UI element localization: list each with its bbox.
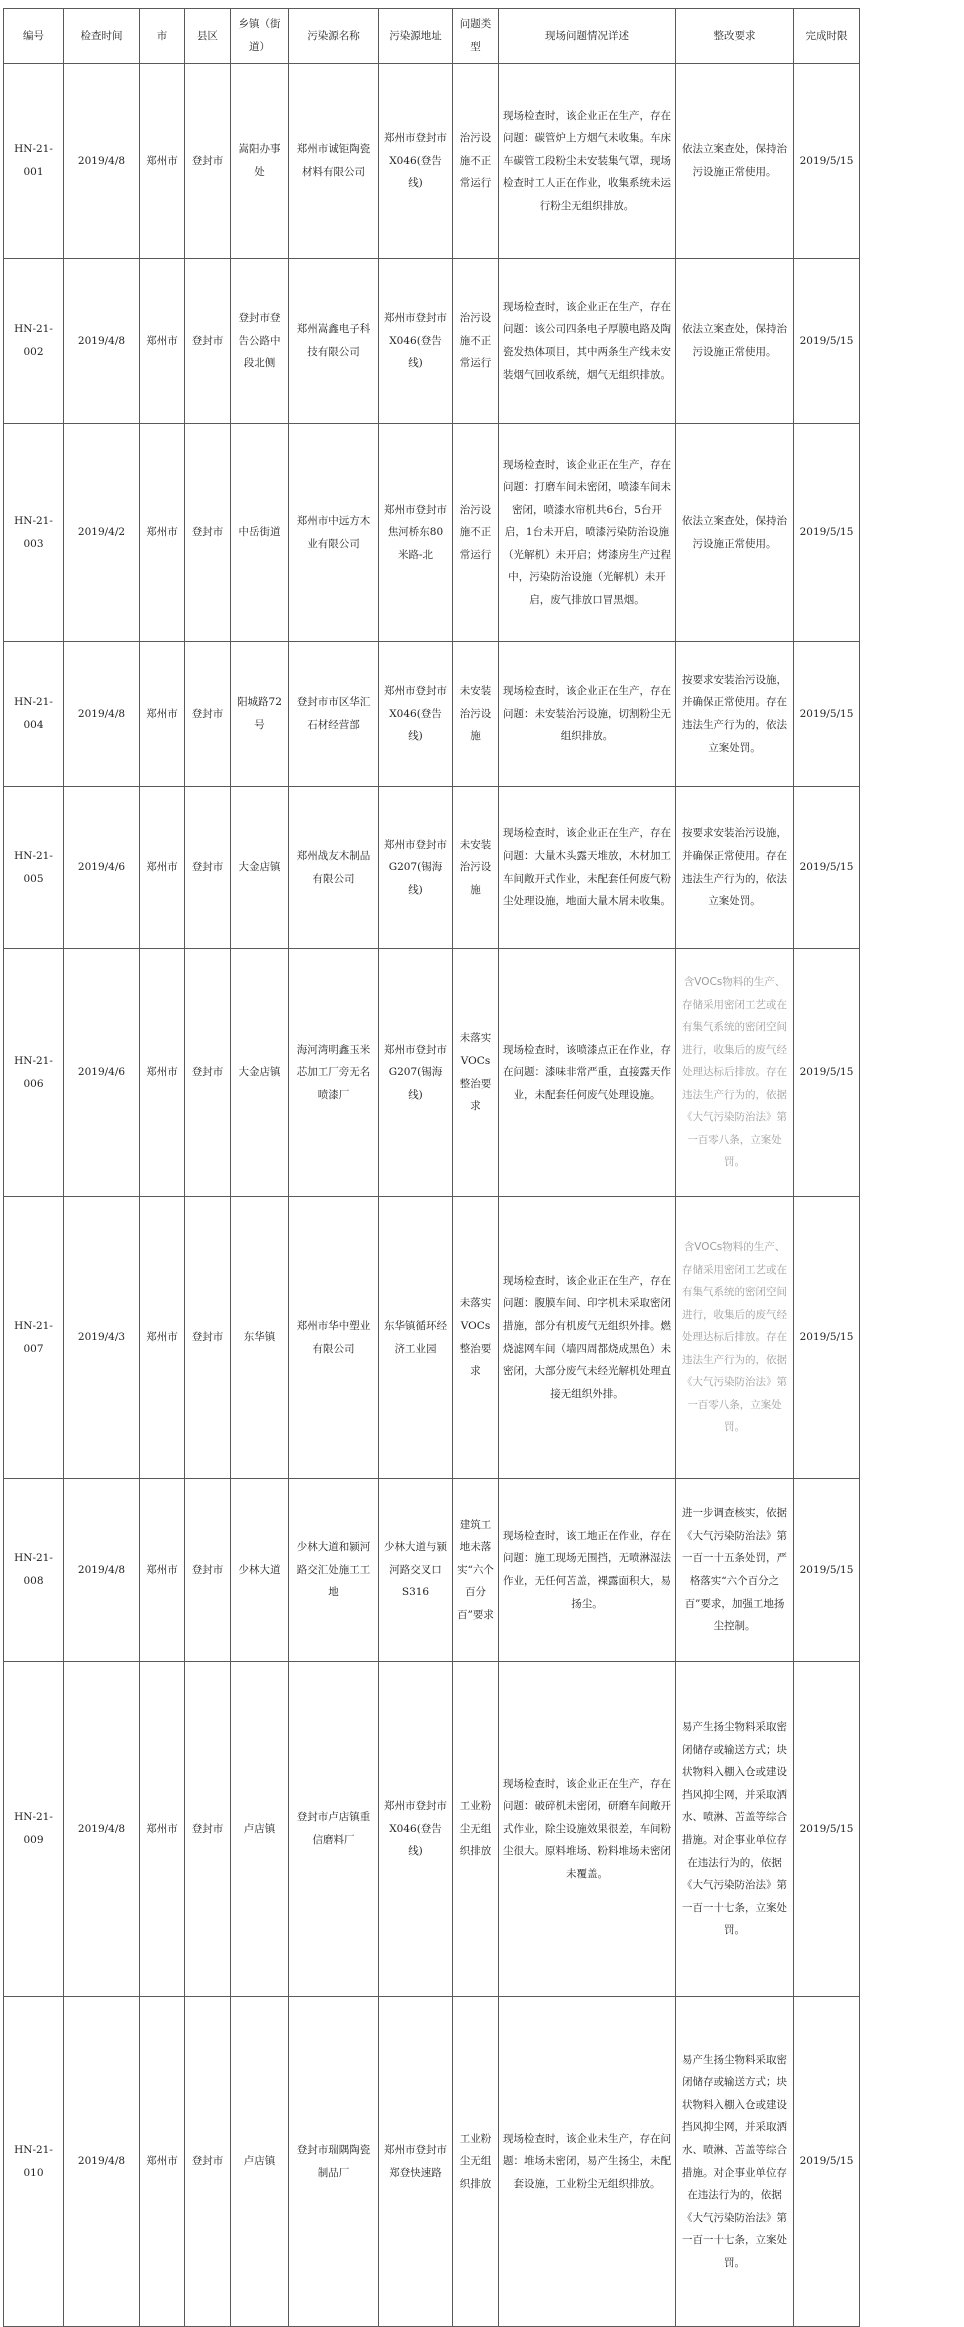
cell-source-address: 郑州市登封市G207(锡海线)	[379, 787, 453, 949]
cell-inspection-date: 2019/4/8	[64, 1662, 140, 1997]
cell-deadline: 2019/5/15	[794, 424, 860, 642]
cell-inspection-date: 2019/4/8	[64, 64, 140, 259]
cell-source-address: 郑州市登封市X046(登告线)	[379, 259, 453, 424]
cell-deadline: 2019/5/15	[794, 1997, 860, 2327]
cell-source-name: 登封市瑞隅陶瓷制品厂	[289, 1997, 379, 2327]
cell-county: 登封市	[185, 1479, 231, 1662]
cell-county: 登封市	[185, 787, 231, 949]
cell-city: 郑州市	[140, 424, 185, 642]
cell-source-address: 东华镇循环经济工业园	[379, 1197, 453, 1479]
cell-problem-type: 治污设施不正常运行	[453, 64, 499, 259]
table-row	[4, 1197, 860, 1479]
cell-city: 郑州市	[140, 1997, 185, 2327]
cell-source-name: 郑州战友木制品有限公司	[289, 787, 379, 949]
cell-source-name: 郑州市中远方木业有限公司	[289, 424, 379, 642]
cell-township: 卢店镇	[231, 1662, 289, 1997]
cell-rectification-requirement: 按要求安装治污设施，并确保正常使用。存在违法生产行为的，依法立案处罚。	[676, 642, 794, 787]
cell-township: 中岳街道	[231, 424, 289, 642]
cell-township: 登封市登告公路中段北侧	[231, 259, 289, 424]
cell-problem-description: 现场检查时，该喷漆点正在作业，存在问题：漆味非常严重，直接露天作业，未配套任何废气处理设施。	[499, 949, 676, 1197]
cell-city: 郑州市	[140, 259, 185, 424]
header-source-name: 污染源名称	[289, 9, 379, 64]
cell-county: 登封市	[185, 949, 231, 1197]
table-row	[4, 949, 860, 1197]
cell-number: HN-21-004	[4, 642, 64, 787]
table-row	[4, 1479, 860, 1662]
cell-number: HN-21-002	[4, 259, 64, 424]
cell-rectification-requirement: 易产生扬尘物料采取密闭储存或输送方式；块状物料入棚入仓或建设挡风抑尘网，并采取洒水、喷淋、苫盖等综合措施。对企事业单位存在违法行为的，依据《大气污染防治法》第一百一十七条，立案处罚。	[676, 1997, 794, 2327]
cell-rectification-requirement: 按要求安装治污设施，并确保正常使用。存在违法生产行为的，依法立案处罚。	[676, 787, 794, 949]
cell-county: 登封市	[185, 1197, 231, 1479]
table-row	[4, 642, 860, 787]
cell-city: 郑州市	[140, 64, 185, 259]
cell-problem-description: 现场检查时，该企业正在生产，存在问题：大量木头露天堆放，木材加工车间敞开式作业，未配套任何废气粉尘处理设施，地面大量木屑未收集。	[499, 787, 676, 949]
cell-county: 登封市	[185, 259, 231, 424]
cell-city: 郑州市	[140, 642, 185, 787]
cell-deadline: 2019/5/15	[794, 642, 860, 787]
cell-rectification-requirement: 进一步调查核实，依据《大气污染防治法》第一百一十五条处罚，严格落实“六个百分之百”要求，加强工地扬尘控制。	[676, 1479, 794, 1662]
cell-source-address: 郑州市登封市X046(登告线)	[379, 1662, 453, 1997]
header-township: 乡镇（街道）	[231, 9, 289, 64]
cell-county: 登封市	[185, 64, 231, 259]
cell-problem-description: 现场检查时，该企业正在生产，存在问题：碳管炉上方烟气未收集。车床车碳管工段粉尘未安装集气罩，现场检查时工人正在作业，收集系统未运行粉尘无组织排放。	[499, 64, 676, 259]
cell-number: HN-21-005	[4, 787, 64, 949]
header-number: 编号	[4, 9, 64, 64]
table-row	[4, 259, 860, 424]
cell-inspection-date: 2019/4/8	[64, 1997, 140, 2327]
cell-rectification-requirement: 含VOCs物料的生产、存储采用密闭工艺或在有集气系统的密闭空间进行，收集后的废气经处理达标后排放。存在违法生产行为的，依据《大气污染防治法》第一百零八条，立案处罚。	[676, 1197, 794, 1479]
header-county: 县区	[185, 9, 231, 64]
cell-problem-description: 现场检查时，该企业正在生产，存在问题：该公司四条电子厚膜电路及陶瓷发热体项目，其中两条生产线未安装烟气回收系统，烟气无组织排放。	[499, 259, 676, 424]
cell-number: HN-21-001	[4, 64, 64, 259]
cell-deadline: 2019/5/15	[794, 1662, 860, 1997]
cell-number: HN-21-010	[4, 1997, 64, 2327]
cell-deadline: 2019/5/15	[794, 949, 860, 1197]
cell-inspection-date: 2019/4/2	[64, 424, 140, 642]
cell-county: 登封市	[185, 1662, 231, 1997]
cell-township: 少林大道	[231, 1479, 289, 1662]
cell-township: 大金店镇	[231, 949, 289, 1197]
cell-source-address: 郑州市登封市X046(登告线)	[379, 642, 453, 787]
cell-city: 郑州市	[140, 1197, 185, 1479]
header-inspection-date: 检查时间	[64, 9, 140, 64]
cell-deadline: 2019/5/15	[794, 787, 860, 949]
cell-problem-type: 工业粉尘无组织排放	[453, 1997, 499, 2327]
cell-rectification-requirement: 易产生扬尘物料采取密闭储存或输送方式；块状物料入棚入仓或建设挡风抑尘网，并采取洒水、喷淋、苫盖等综合措施。对企事业单位存在违法行为的，依据《大气污染防治法》第一百一十七条，立案处罚。	[676, 1662, 794, 1997]
cell-number: HN-21-009	[4, 1662, 64, 1997]
cell-inspection-date: 2019/4/6	[64, 949, 140, 1197]
cell-source-address: 郑州市登封市X046(登告线)	[379, 64, 453, 259]
cell-city: 郑州市	[140, 949, 185, 1197]
cell-source-name: 郑州嵩鑫电子科技有限公司	[289, 259, 379, 424]
cell-problem-type: 未落实VOCs整治要求	[453, 949, 499, 1197]
cell-township: 东华镇	[231, 1197, 289, 1479]
cell-source-name: 海河湾明鑫玉米芯加工厂旁无名喷漆厂	[289, 949, 379, 1197]
cell-city: 郑州市	[140, 787, 185, 949]
cell-source-name: 登封市市区华汇石材经营部	[289, 642, 379, 787]
cell-number: HN-21-008	[4, 1479, 64, 1662]
cell-problem-type: 治污设施不正常运行	[453, 424, 499, 642]
header-problem-description: 现场问题情况详述	[499, 9, 676, 64]
cell-problem-description: 现场检查时，该工地正在作业，存在问题：施工现场无围挡，无喷淋湿法作业，无任何苫盖，裸露面积大，易扬尘。	[499, 1479, 676, 1662]
cell-township: 阳城路72号	[231, 642, 289, 787]
cell-inspection-date: 2019/4/8	[64, 642, 140, 787]
cell-township: 卢店镇	[231, 1997, 289, 2327]
header-deadline: 完成时限	[794, 9, 860, 64]
table-row	[4, 1997, 860, 2327]
cell-city: 郑州市	[140, 1479, 185, 1662]
cell-problem-type: 未落实VOCs整治要求	[453, 1197, 499, 1479]
cell-county: 登封市	[185, 642, 231, 787]
cell-source-name: 登封市卢店镇重信磨料厂	[289, 1662, 379, 1997]
cell-source-name: 郑州市华中塑业有限公司	[289, 1197, 379, 1479]
cell-number: HN-21-007	[4, 1197, 64, 1479]
cell-city: 郑州市	[140, 1662, 185, 1997]
header-problem-type: 问题类型	[453, 9, 499, 64]
cell-problem-description: 现场检查时，该企业正在生产，存在问题：打磨车间未密闭，喷漆车间未密闭，喷漆水帘机共6台，5台开启，1台未开启，喷漆污染防治设施（光解机）未开启；烤漆房生产过程中，污染防治设施（光解机）未开启，废气排放口冒黑烟。	[499, 424, 676, 642]
table-row	[4, 787, 860, 949]
cell-rectification-requirement: 依法立案查处，保持治污设施正常使用。	[676, 259, 794, 424]
cell-source-name: 少林大道和颍河路交汇处施工工地	[289, 1479, 379, 1662]
cell-problem-description: 现场检查时，该企业正在生产，存在问题：未安装治污设施，切割粉尘无组织排放。	[499, 642, 676, 787]
header-source-address: 污染源地址	[379, 9, 453, 64]
cell-problem-description: 现场检查时，该企业正在生产，存在问题：破碎机未密闭，研磨车间敞开式作业，除尘设施效果很差，车间粉尘很大。原料堆场、粉料堆场未密闭未覆盖。	[499, 1662, 676, 1997]
cell-problem-type: 未安装治污设施	[453, 642, 499, 787]
cell-deadline: 2019/5/15	[794, 1197, 860, 1479]
cell-inspection-date: 2019/4/8	[64, 259, 140, 424]
cell-county: 登封市	[185, 1997, 231, 2327]
table-row	[4, 1662, 860, 1997]
cell-problem-type: 建筑工地未落实“六个百分百”要求	[453, 1479, 499, 1662]
cell-rectification-requirement: 含VOCs物料的生产、存储采用密闭工艺或在有集气系统的密闭空间进行，收集后的废气经处理达标后排放。存在违法生产行为的，依据《大气污染防治法》第一百零八条，立案处罚。	[676, 949, 794, 1197]
cell-source-name: 郑州市诚钜陶瓷材料有限公司	[289, 64, 379, 259]
cell-problem-type: 治污设施不正常运行	[453, 259, 499, 424]
header-rectification-requirement: 整改要求	[676, 9, 794, 64]
cell-problem-description: 现场检查时，该企业正在生产，存在问题：腹膜车间、印字机未采取密闭措施，部分有机废气无组织外排。燃烧滤网车间（墙四周都烧成黑色）未密闭，大部分废气未经光解机处理直接无组织外排。	[499, 1197, 676, 1479]
cell-township: 嵩阳办事处	[231, 64, 289, 259]
cell-deadline: 2019/5/15	[794, 64, 860, 259]
cell-problem-description: 现场检查时，该企业未生产，存在问题：堆场未密闭，易产生扬尘，未配套设施，工业粉尘无组织排放。	[499, 1997, 676, 2327]
cell-township: 大金店镇	[231, 787, 289, 949]
cell-number: HN-21-006	[4, 949, 64, 1197]
header-row	[4, 9, 860, 64]
table-row	[4, 64, 860, 259]
cell-deadline: 2019/5/15	[794, 259, 860, 424]
cell-county: 登封市	[185, 424, 231, 642]
cell-inspection-date: 2019/4/8	[64, 1479, 140, 1662]
cell-inspection-date: 2019/4/3	[64, 1197, 140, 1479]
cell-source-address: 郑州市登封市焦河桥东80米路-北	[379, 424, 453, 642]
cell-source-address: 少林大道与颍河路交叉口S316	[379, 1479, 453, 1662]
cell-inspection-date: 2019/4/6	[64, 787, 140, 949]
cell-problem-type: 工业粉尘无组织排放	[453, 1662, 499, 1997]
cell-deadline: 2019/5/15	[794, 1479, 860, 1662]
cell-source-address: 郑州市登封市郑登快速路	[379, 1997, 453, 2327]
cell-rectification-requirement: 依法立案查处，保持治污设施正常使用。	[676, 64, 794, 259]
inspection-table	[3, 8, 860, 2327]
cell-problem-type: 未安装治污设施	[453, 787, 499, 949]
cell-rectification-requirement: 依法立案查处，保持治污设施正常使用。	[676, 424, 794, 642]
cell-source-address: 郑州市登封市G207(锡海线)	[379, 949, 453, 1197]
table-row	[4, 424, 860, 642]
cell-number: HN-21-003	[4, 424, 64, 642]
header-city: 市	[140, 9, 185, 64]
